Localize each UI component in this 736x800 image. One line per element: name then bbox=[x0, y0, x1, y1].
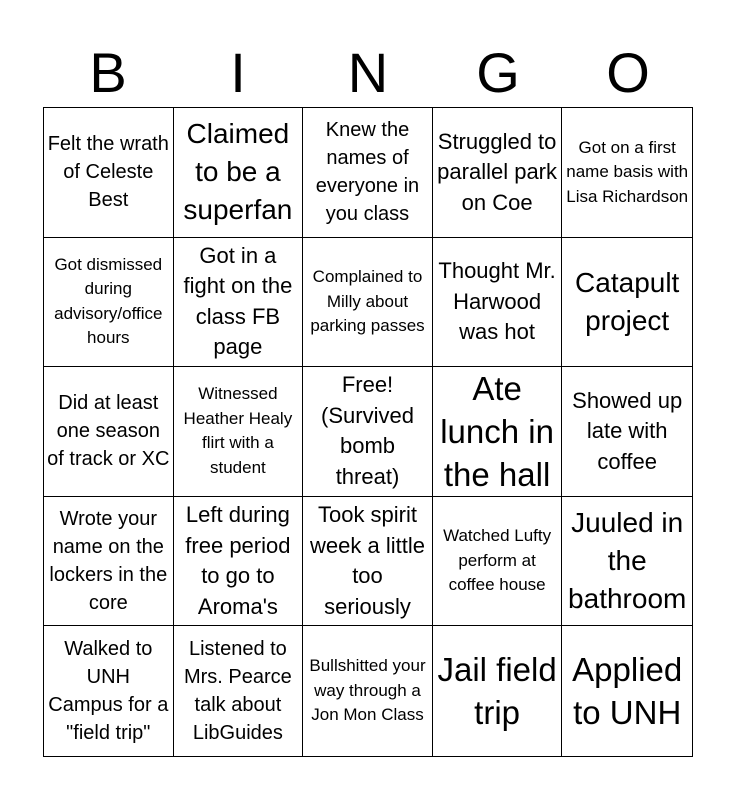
bingo-cell[interactable] bbox=[303, 238, 433, 368]
bingo-cell[interactable] bbox=[562, 108, 692, 238]
bingo-cell-text: Listened to Mrs. Pearce talk about LibGuides bbox=[183, 638, 292, 745]
bingo-cell[interactable] bbox=[44, 626, 174, 756]
bingo-cell-text: Free! (Survived bomb threat) bbox=[321, 372, 414, 489]
bingo-cell-text: Got on a first name basis with Lisa Richardson bbox=[566, 137, 689, 206]
bingo-cell-text: Got in a fight on the class FB page bbox=[183, 242, 293, 360]
bingo-cell-text: Juuled in the bathroom bbox=[568, 507, 687, 615]
bingo-cell-text: Showed up late with coffee bbox=[572, 387, 683, 474]
bingo-cell[interactable] bbox=[44, 238, 174, 368]
bingo-cell[interactable] bbox=[44, 108, 174, 238]
bingo-cell-text: Applied to UNH bbox=[572, 651, 683, 732]
bingo-cell-text: Knew the names of everyone in you class bbox=[315, 119, 420, 226]
bingo-cell-text: Jail field trip bbox=[437, 651, 557, 732]
bingo-cell-text: Ate lunch in the hall bbox=[440, 370, 554, 493]
bingo-cell-text: Walked to UNH Campus for a "field trip" bbox=[48, 638, 169, 745]
bingo-header bbox=[43, 42, 693, 104]
bingo-cell[interactable] bbox=[562, 367, 692, 497]
bingo-cell[interactable] bbox=[562, 497, 692, 627]
bingo-cell[interactable] bbox=[303, 108, 433, 238]
bingo-cell[interactable] bbox=[174, 367, 304, 497]
header-letter-g: G bbox=[476, 41, 520, 104]
header-letter-n: N bbox=[347, 41, 389, 104]
bingo-cell[interactable] bbox=[303, 626, 433, 756]
bingo-card bbox=[43, 107, 693, 757]
bingo-cell[interactable] bbox=[562, 626, 692, 756]
bingo-cell-text: Complained to Milly about parking passes bbox=[310, 267, 425, 336]
bingo-cell-text: Left during free period to go to Aroma's bbox=[185, 502, 291, 619]
bingo-cell[interactable] bbox=[174, 238, 304, 368]
bingo-cell[interactable] bbox=[433, 108, 563, 238]
bingo-cell-text: Wrote your name on the lockers in the core bbox=[49, 508, 168, 615]
header-letter-b: B bbox=[89, 41, 127, 104]
bingo-cell[interactable] bbox=[433, 626, 563, 756]
bingo-cell[interactable] bbox=[44, 497, 174, 627]
header-letter-o: O bbox=[606, 41, 650, 104]
bingo-cell-text: Watched Lufty perform at coffee house bbox=[443, 526, 552, 595]
bingo-cell[interactable] bbox=[174, 626, 304, 756]
bingo-cell[interactable] bbox=[303, 497, 433, 627]
bingo-cell[interactable] bbox=[433, 497, 563, 627]
bingo-cell[interactable] bbox=[174, 108, 304, 238]
bingo-cell-text: Struggled to parallel park on Coe bbox=[437, 128, 558, 215]
bingo-cell-text: Catapult project bbox=[575, 266, 680, 336]
bingo-cell-text: Bullshitted your way through a Jon Mon Class bbox=[309, 656, 426, 725]
bingo-cell-text: Got dismissed during advisory/office hours bbox=[54, 254, 163, 348]
header-letter-i: I bbox=[230, 41, 246, 104]
bingo-cell-text: Felt the wrath of Celeste Best bbox=[47, 133, 169, 212]
bingo-cell-text: Took spirit week a little too seriously bbox=[310, 502, 425, 619]
bingo-cell[interactable] bbox=[433, 238, 563, 368]
bingo-cell[interactable] bbox=[174, 497, 304, 627]
bingo-cell-text: Thought Mr. Harwood was hot bbox=[438, 258, 556, 345]
bingo-cell[interactable] bbox=[562, 238, 692, 368]
bingo-cell-text: Claimed to be a superfan bbox=[183, 118, 293, 226]
bingo-cell-text: Did at least one season of track or XC bbox=[47, 392, 170, 471]
bingo-cell[interactable] bbox=[433, 367, 563, 497]
bingo-cell[interactable] bbox=[44, 367, 174, 497]
bingo-cell-text: Witnessed Heather Healy flirt with a student bbox=[183, 384, 293, 477]
free-space-cell[interactable] bbox=[303, 367, 433, 497]
